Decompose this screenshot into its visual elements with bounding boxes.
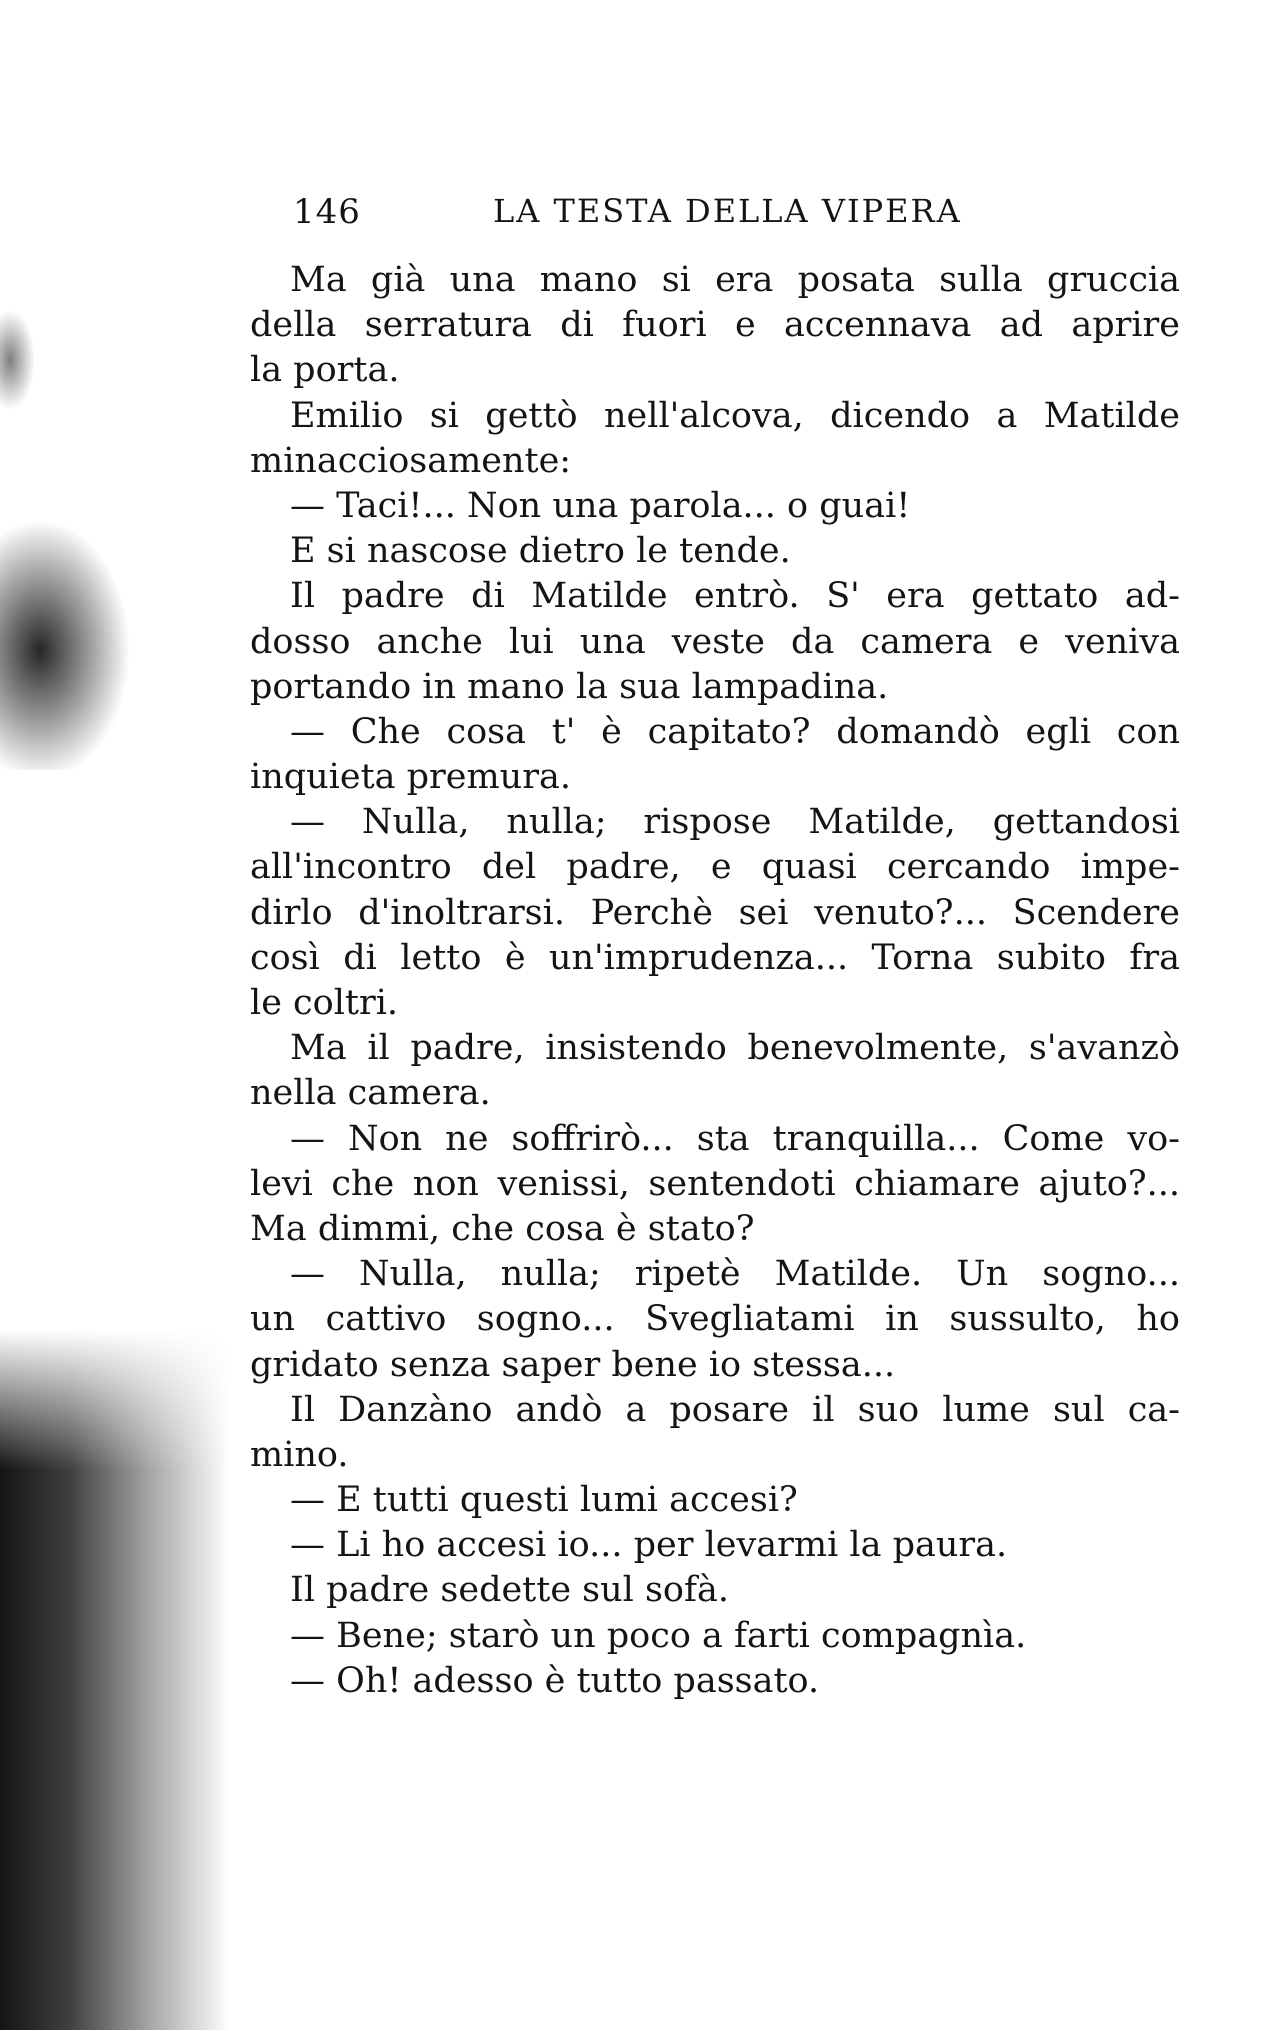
scan-shadow-top [0, 520, 230, 770]
text-line: Ma già una mano si era posata sulla gruccia [290, 260, 1180, 300]
text-line: — Li ho accesi io... per levarmi la paura. [290, 1525, 1008, 1566]
text-line: mino. [250, 1434, 349, 1475]
text-line: della serratura di fuori e accennava ad aprire [250, 305, 1180, 346]
text-line: nella camera. [250, 1073, 491, 1114]
text-line: inquieta premura. [250, 757, 571, 798]
scan-shadow-bottom [0, 1330, 230, 2030]
text-line: Il padre di Matilde entrò. S' era gettato ad- [290, 576, 1180, 617]
text-line: dirlo d'inoltrarsi. Perchè sei venuto?... Scendere [250, 892, 1180, 933]
body-text [250, 258, 1180, 1704]
text-line: un cattivo sogno... Svegliatami in sussulto, ho [250, 1299, 1180, 1340]
text-line: portando in mano la sua lampadina. [250, 666, 889, 707]
text-line: Ma il padre, insistendo benevolmente, s'avanzò [290, 1028, 1180, 1069]
text-line: — Nulla, nulla; ripetè Matilde. Un sogno... [290, 1254, 1180, 1295]
page-header [293, 192, 1173, 240]
text-line: — Oh! adesso è tutto passato. [290, 1660, 820, 1701]
text-line: Il Danzàno andò a posare il suo lume sul ca- [290, 1389, 1180, 1430]
text-line: — Nulla, nulla; rispose Matilde, gettandosi [290, 802, 1180, 843]
running-title: LA TESTA DELLA VIPERA [493, 192, 962, 230]
text-line: — Bene; starò un poco a farti compagnìa. [290, 1615, 1027, 1656]
text-line: Ma dimmi, che cosa è stato? [250, 1208, 755, 1249]
text-line: levi che non venissi, sentendoti chiamare ajuto?... [250, 1163, 1180, 1204]
text-line: E si nascose dietro le tende. [290, 531, 791, 572]
text-line: così di letto è un'imprudenza... Torna subito fra [250, 937, 1180, 978]
page-number: 146 [293, 192, 361, 232]
text-line: la porta. [250, 350, 400, 391]
text-line: — Taci!... Non una parola... o guai! [290, 485, 911, 526]
text-line: — E tutti questi lumi accesi? [290, 1480, 798, 1521]
text-line: dosso anche lui una veste da camera e veniva [250, 621, 1180, 662]
text-line: all'incontro del padre, e quasi cercando impe- [250, 847, 1180, 888]
text-line: gridato senza saper bene io stessa... [250, 1344, 896, 1385]
text-line: — Non ne soffrirò... sta tranquilla... Come vo- [290, 1118, 1180, 1159]
scan-shadow-mid [0, 300, 60, 420]
text-line: Il padre sedette sul sofà. [290, 1570, 729, 1611]
text-line: minacciosamente: [250, 440, 572, 481]
text-line: le coltri. [250, 983, 399, 1023]
text-line: — Che cosa t' è capitato? domandò egli con [290, 711, 1180, 752]
text-line: Emilio si gettò nell'alcova, dicendo a Matilde [290, 395, 1180, 436]
